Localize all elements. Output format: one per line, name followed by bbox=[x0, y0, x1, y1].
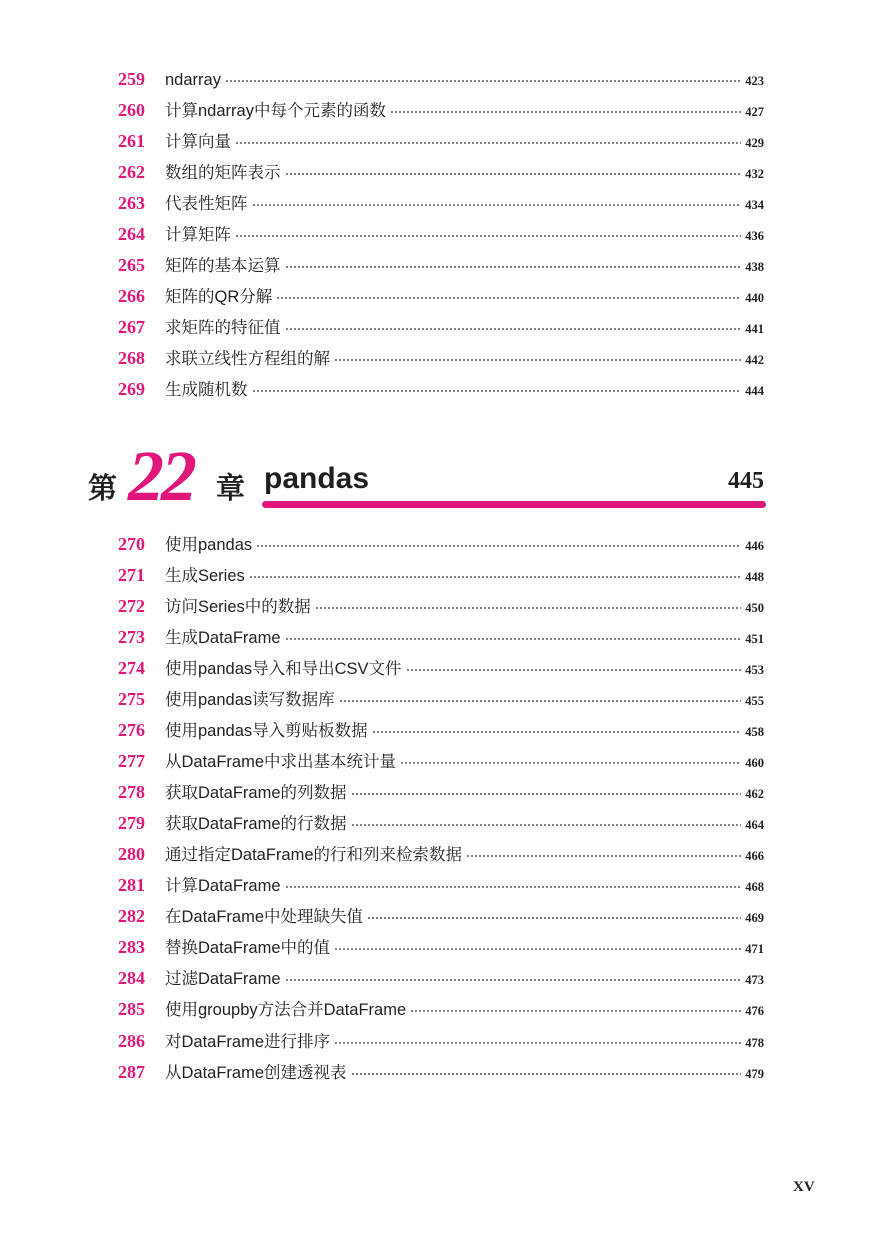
toc-dot-leader bbox=[252, 390, 742, 392]
toc-entry-title: 对DataFrame进行排序 bbox=[165, 1032, 331, 1051]
page-number: XV bbox=[793, 1179, 815, 1195]
toc-dot-leader bbox=[334, 948, 741, 950]
toc-entry-number: 271 bbox=[118, 565, 145, 586]
toc-dot-leader bbox=[367, 917, 741, 919]
toc-dot-leader bbox=[339, 700, 742, 702]
toc-entry-page: 451 bbox=[745, 632, 764, 647]
toc-entry-page: 469 bbox=[745, 911, 764, 926]
toc-entry[interactable] bbox=[118, 839, 764, 870]
toc-dot-leader bbox=[400, 762, 741, 764]
toc-entry-page: 434 bbox=[745, 198, 764, 213]
toc-entry[interactable] bbox=[118, 529, 764, 560]
toc-entry-page: 429 bbox=[745, 136, 764, 151]
toc-entry-title: 生成DataFrame bbox=[165, 629, 281, 648]
toc-entry-title: 使用pandas读写数据库 bbox=[165, 691, 335, 710]
toc-entry-title: 矩阵的QR分解 bbox=[165, 288, 273, 307]
toc-entry[interactable] bbox=[118, 374, 764, 405]
toc-entry-title: 使用pandas导入剪贴板数据 bbox=[165, 722, 368, 741]
toc-entry-number: 270 bbox=[118, 534, 145, 554]
toc-entry-title: 求矩阵的特征值 bbox=[165, 319, 281, 338]
toc-dot-leader bbox=[351, 824, 742, 826]
toc-entry-page: 444 bbox=[745, 384, 764, 399]
toc-entry-title: 获取DataFrame的行数据 bbox=[165, 815, 347, 834]
toc-dot-leader bbox=[256, 545, 741, 547]
toc-entry-page: 442 bbox=[745, 353, 764, 368]
toc-list-before-chapter bbox=[118, 64, 764, 405]
toc-dot-leader bbox=[315, 607, 741, 609]
toc-entry-title: 使用pandas bbox=[165, 536, 253, 554]
toc-entry[interactable] bbox=[118, 560, 764, 591]
toc-entry-number: 277 bbox=[118, 751, 145, 772]
toc-entry-number: 278 bbox=[118, 782, 145, 803]
toc-dot-leader bbox=[334, 1042, 741, 1044]
toc-dot-leader bbox=[276, 297, 741, 299]
toc-entry-number: 274 bbox=[118, 658, 145, 679]
toc-entry-title: 访问Series中的数据 bbox=[165, 598, 311, 617]
toc-dot-leader bbox=[285, 886, 742, 888]
toc-entry-title: 过滤DataFrame bbox=[165, 970, 281, 989]
toc-entry-number: 263 bbox=[118, 193, 145, 214]
toc-entry-number: 269 bbox=[118, 379, 145, 400]
toc-entry-title: 生成Series bbox=[165, 567, 245, 586]
toc-list-after-chapter bbox=[118, 529, 764, 1088]
toc-entry-number: 284 bbox=[118, 968, 145, 989]
toc-entry-number: 283 bbox=[118, 937, 145, 958]
toc-dot-leader bbox=[334, 359, 741, 361]
toc-entry-title: 从DataFrame创建透视表 bbox=[165, 1063, 347, 1082]
toc-dot-leader bbox=[351, 1073, 742, 1075]
toc-entry[interactable] bbox=[118, 188, 764, 219]
toc-entry-title: 求联立线性方程组的解 bbox=[165, 350, 330, 369]
toc-entry-page: 478 bbox=[745, 1035, 764, 1050]
toc-dot-leader bbox=[390, 111, 741, 113]
toc-entry-number: 285 bbox=[118, 999, 145, 1020]
toc-entry[interactable] bbox=[118, 684, 764, 715]
toc-entry[interactable] bbox=[118, 219, 764, 250]
toc-entry[interactable] bbox=[118, 1026, 764, 1057]
toc-entry[interactable] bbox=[118, 622, 764, 653]
toc-dot-leader bbox=[285, 328, 742, 330]
toc-entry[interactable] bbox=[118, 250, 764, 281]
toc-entry-page: 453 bbox=[745, 663, 764, 678]
toc-entry-number: 272 bbox=[118, 596, 145, 617]
toc-entry-title: ndarray bbox=[165, 71, 221, 89]
toc-entry-number: 273 bbox=[118, 627, 145, 648]
toc-dot-leader bbox=[372, 731, 742, 733]
toc-entry[interactable] bbox=[118, 653, 764, 684]
toc-entry-title: 使用groupby方法合并DataFrame bbox=[165, 1001, 407, 1020]
toc-entry-title: 通过指定DataFrame的行和列来检索数据 bbox=[165, 846, 463, 865]
toc-entry[interactable] bbox=[118, 901, 764, 932]
toc-dot-leader bbox=[249, 576, 741, 578]
toc-dot-leader bbox=[285, 266, 742, 268]
toc-entry-title: 在DataFrame中处理缺失值 bbox=[165, 908, 364, 927]
toc-entry-title: 计算矩阵 bbox=[165, 226, 231, 245]
toc-entry-title: 从DataFrame中求出基本统计量 bbox=[165, 753, 397, 772]
toc-entry-page: 460 bbox=[745, 756, 764, 771]
toc-entry-page: 462 bbox=[745, 787, 764, 802]
toc-dot-leader bbox=[466, 855, 741, 857]
chapter-underline bbox=[262, 501, 766, 508]
toc-dot-leader bbox=[225, 80, 741, 82]
toc-entry-number: 261 bbox=[118, 131, 145, 152]
toc-entry-page: 471 bbox=[745, 942, 764, 957]
toc-entry-title: 生成随机数 bbox=[165, 381, 248, 400]
chapter-page-number: 445 bbox=[728, 468, 764, 494]
toc-entry[interactable] bbox=[118, 157, 764, 188]
toc-entry[interactable] bbox=[118, 64, 764, 95]
toc-dot-leader bbox=[252, 204, 742, 206]
toc-entry[interactable] bbox=[118, 808, 764, 839]
toc-entry-number: 268 bbox=[118, 348, 145, 369]
toc-entry[interactable] bbox=[118, 281, 764, 312]
toc-entry-number: 259 bbox=[118, 69, 145, 89]
toc-entry[interactable] bbox=[118, 746, 764, 777]
toc-entry[interactable] bbox=[118, 126, 764, 157]
toc-entry-number: 279 bbox=[118, 813, 145, 834]
toc-entry[interactable] bbox=[118, 312, 764, 343]
toc-entry-number: 276 bbox=[118, 720, 145, 741]
toc-entry[interactable] bbox=[118, 1057, 764, 1088]
toc-entry-page: 441 bbox=[745, 322, 764, 337]
toc-entry-page: 440 bbox=[745, 291, 764, 306]
toc-entry[interactable] bbox=[118, 870, 764, 901]
toc-entry-title: 代表性矩阵 bbox=[165, 195, 248, 214]
toc-entry-number: 260 bbox=[118, 100, 145, 121]
toc-entry-title: 数组的矩阵表示 bbox=[165, 164, 281, 183]
toc-entry-number: 265 bbox=[118, 255, 145, 276]
toc-entry[interactable] bbox=[118, 932, 764, 963]
toc-entry-page: 427 bbox=[745, 105, 764, 120]
chapter-number: 22 bbox=[128, 436, 194, 516]
chapter-suffix: 章 bbox=[216, 471, 246, 505]
toc-dot-leader bbox=[406, 669, 742, 671]
chapter-title: pandas bbox=[264, 462, 370, 495]
toc-entry[interactable] bbox=[118, 994, 764, 1025]
toc-dot-leader bbox=[285, 979, 742, 981]
chapter-heading bbox=[86, 436, 766, 516]
toc-entry-number: 286 bbox=[118, 1030, 145, 1051]
toc-dot-leader bbox=[235, 235, 741, 237]
toc-entry-title: 计算向量 bbox=[165, 133, 231, 152]
toc-entry-page: 446 bbox=[745, 539, 764, 553]
toc-entry[interactable] bbox=[118, 963, 764, 994]
toc-entry-title: 使用pandas导入和导出CSV文件 bbox=[165, 660, 402, 679]
chapter-prefix: 第 bbox=[88, 471, 118, 505]
toc-entry-page: 448 bbox=[745, 570, 764, 585]
toc-dot-leader bbox=[285, 638, 742, 640]
toc-entry-page: 466 bbox=[745, 849, 764, 864]
toc-entry-number: 262 bbox=[118, 162, 145, 183]
toc-entry-number: 280 bbox=[118, 844, 145, 865]
toc-entry-number: 267 bbox=[118, 317, 145, 338]
toc-entry-number: 287 bbox=[118, 1061, 145, 1082]
toc-entry-page: 438 bbox=[745, 260, 764, 275]
toc-entry-title: 计算DataFrame bbox=[165, 877, 281, 896]
toc-entry-page: 423 bbox=[745, 74, 764, 88]
toc-entry-page: 436 bbox=[745, 229, 764, 244]
toc-entry-page: 468 bbox=[745, 880, 764, 895]
toc-dot-leader bbox=[285, 173, 742, 175]
toc-entry-number: 282 bbox=[118, 906, 145, 927]
toc-entry-page: 455 bbox=[745, 694, 764, 709]
toc-entry-number: 281 bbox=[118, 875, 145, 896]
toc-entry[interactable] bbox=[118, 715, 764, 746]
toc-entry-title: 获取DataFrame的列数据 bbox=[165, 784, 347, 803]
toc-entry-page: 473 bbox=[745, 973, 764, 988]
toc-entry[interactable] bbox=[118, 591, 764, 622]
toc-entry-page: 458 bbox=[745, 725, 764, 740]
toc-entry[interactable] bbox=[118, 777, 764, 808]
toc-entry-page: 479 bbox=[745, 1066, 764, 1081]
toc-entry-number: 275 bbox=[118, 689, 145, 710]
toc-entry-page: 464 bbox=[745, 818, 764, 833]
toc-entry-page: 476 bbox=[745, 1004, 764, 1019]
toc-entry-page: 450 bbox=[745, 601, 764, 616]
toc-entry-number: 266 bbox=[118, 286, 145, 307]
toc-entry-page: 432 bbox=[745, 167, 764, 182]
toc-dot-leader bbox=[235, 142, 741, 144]
toc-entry-number: 264 bbox=[118, 224, 145, 245]
toc-entry-title: 矩阵的基本运算 bbox=[165, 257, 281, 276]
toc-entry-title: 替换DataFrame中的值 bbox=[165, 939, 331, 958]
toc-entry[interactable] bbox=[118, 95, 764, 126]
toc-dot-leader bbox=[410, 1010, 741, 1012]
toc-dot-leader bbox=[351, 793, 742, 795]
toc-entry-title: 计算ndarray中每个元素的函数 bbox=[165, 102, 386, 121]
toc-entry[interactable] bbox=[118, 343, 764, 374]
